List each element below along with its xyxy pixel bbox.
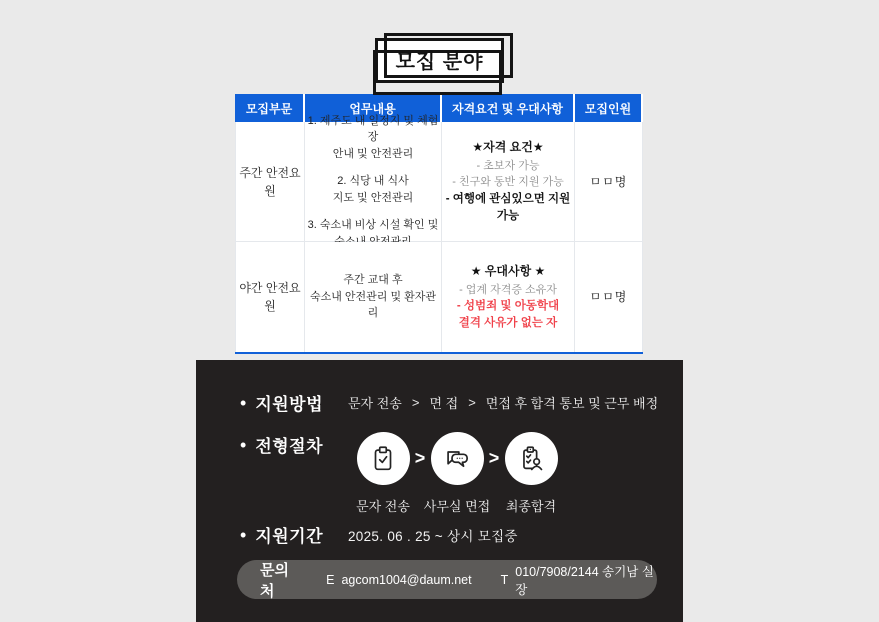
chevron-right-icon: > [411, 395, 420, 410]
contact-label: 문의처 [260, 561, 289, 600]
contact-phone [501, 562, 657, 598]
recruitment-table [235, 94, 643, 354]
application-method-row [240, 390, 658, 415]
table-header-qualifications: 자격요건 및 우대사항 [442, 94, 575, 122]
duty-item [333, 173, 414, 206]
duty-line: 주간 교대 후 [343, 274, 403, 287]
qualification-title: ★자격 요건★ [472, 139, 544, 154]
process-step-sms [348, 432, 418, 515]
method-step: 문자 전송 [348, 396, 402, 411]
cell-qualifications-night [442, 242, 575, 352]
page-title: 모집 분야 [375, 38, 505, 83]
chevron-right-icon: > [488, 448, 500, 468]
duty-line: 3. 숙소내 비상 시설 확인 및 [307, 219, 439, 232]
table-header-duties: 업무내용 [305, 94, 442, 122]
table-header-count: 모집인원 [575, 94, 643, 122]
selection-process-label [240, 432, 348, 457]
step-circle [505, 432, 558, 485]
step-circle [357, 432, 410, 485]
qualification-item: - 업계 자격증 소유자 [459, 283, 557, 296]
bullet-icon: • [240, 434, 247, 455]
duty-line: 지도 및 안전관리 [332, 191, 414, 204]
method-step: 면 접 [429, 396, 459, 411]
process-step-label: 문자 전송 [356, 499, 410, 514]
section-label: 지원기간 [255, 527, 324, 546]
cell-duties-night [305, 242, 442, 352]
application-period-row [240, 522, 518, 547]
email-prefix: E [326, 572, 335, 587]
step-circle [431, 432, 484, 485]
phone-prefix: T [500, 572, 509, 587]
cell-count-night: ㅁㅁ명 [575, 242, 643, 352]
contact-bar [237, 560, 657, 599]
duty-item [307, 113, 439, 163]
process-steps [348, 432, 566, 515]
chat-bubbles-icon [442, 444, 472, 474]
qualification-item-emphasis: - 여행에 관심있으면 지원 가능 [445, 192, 571, 222]
cell-duties-day [305, 114, 442, 242]
cell-category-night: 야간 안전요원 [235, 242, 305, 352]
method-step: 면접 후 합격 통보 및 근무 배정 [485, 396, 659, 411]
contact-email [326, 573, 471, 587]
email-address: agcom1004@daum.net [341, 572, 472, 587]
qualification-item: - 친구와 동반 지원 가능 [452, 176, 564, 189]
chevron-right-icon: > [414, 448, 426, 468]
application-method-label [240, 390, 348, 415]
application-period-label [240, 522, 348, 547]
clipboard-person-icon [516, 444, 546, 474]
method-steps [348, 393, 658, 412]
cell-category-day: 주간 안전요원 [235, 122, 305, 242]
qualification-title: ★ 우대사항 ★ [470, 263, 546, 278]
chevron-right-icon: > [468, 395, 476, 410]
qualification-item: - 초보자 가능 [476, 159, 540, 172]
cell-count-day: ㅁㅁ명 [575, 122, 643, 242]
duty-line: 1. 제주도 내 일정지 및 체험장 [307, 114, 439, 144]
process-step-interview [422, 432, 492, 515]
cell-qualifications-day [442, 122, 575, 242]
title-section [0, 38, 879, 83]
qualification-item-warning: 결격 사유가 없는 자 [458, 317, 558, 330]
info-panel [196, 360, 683, 622]
section-label: 전형절차 [255, 437, 324, 456]
application-period-value: 2025. 06 . 25 ~ 상시 모집중 [348, 528, 518, 544]
process-step-final [496, 432, 566, 515]
process-step-label: 사무실 면접 [423, 499, 491, 514]
duty-line: 2. 식당 내 식사 [337, 175, 409, 188]
bullet-icon: • [240, 392, 247, 413]
clipboard-check-icon [368, 444, 398, 474]
table-header-category: 모집부문 [235, 94, 305, 122]
selection-process-row [240, 432, 566, 515]
duty-line: 숙소내 안전관리 및 환자관리 [309, 290, 437, 320]
section-label: 지원방법 [255, 395, 324, 414]
bullet-icon: • [240, 524, 247, 545]
phone-number: 010/7908/2144 송기남 실장 [515, 564, 654, 597]
qualification-item-warning: - 성범죄 및 아동학대 [456, 300, 560, 312]
duty-line: 안내 및 안전관리 [332, 147, 414, 160]
process-step-label: 최종합격 [505, 499, 557, 514]
